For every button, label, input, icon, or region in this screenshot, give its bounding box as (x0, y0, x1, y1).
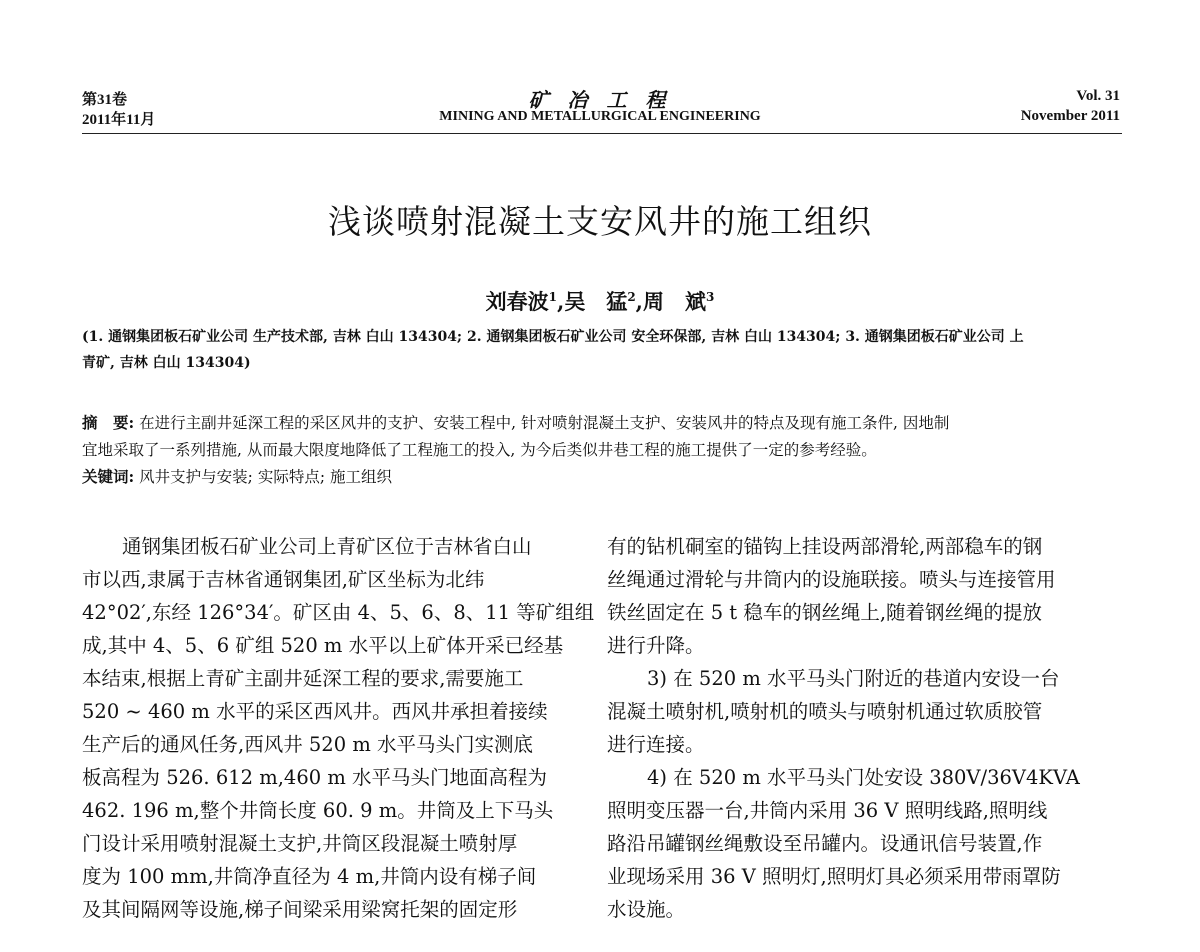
body-line: 进行连接。 (607, 733, 705, 756)
volume-cn: 第31卷 (82, 92, 128, 108)
body-line: 462. 196 m,整个井筒长度 60. 9 m。井筒及上下马头 (82, 799, 554, 822)
body-line: 市以西,隶属于吉林省通钢集团,矿区坐标为北纬 (82, 568, 485, 591)
author: 刘春波$^1$ (485, 289, 557, 314)
body-line: 生产后的通风任务,西风井 520 m 水平马头门实测底 (82, 733, 534, 756)
journal-title-en: MINING AND METALLURGICAL ENGINEERING (439, 109, 761, 124)
body-line: 混凝土喷射机,喷射机的喷头与喷射机通过软质胶管 (607, 700, 1043, 723)
body-column-left (82, 530, 594, 926)
abstract-line: 摘 要: 在进行主副井延深工程的采区风井的支护、安装工程中, 针对喷射混凝土支护、安装风井的特点及现有施工条件, 因地制 (82, 413, 950, 432)
abstract-label: 摘 要: (82, 413, 135, 432)
body-line: 3) 在 520 m 水平马头门附近的巷道内安设一台 (647, 667, 1060, 690)
keywords-label: 关键词: (82, 467, 135, 486)
header-rule (82, 133, 1122, 134)
author: 吴 猛$^2$ (564, 289, 636, 314)
author: 周 斌$^3$ (642, 289, 715, 314)
body-line: 业现场采用 36 V 照明灯,照明灯具必须采用带雨罩防 (607, 865, 1061, 888)
author-list: 刘春波$^1$,吴 猛$^2$,周 斌$^3$ (485, 289, 715, 314)
body-line: 照明变压器一台,井筒内采用 36 V 照明线路,照明线 (607, 799, 1048, 822)
body-line: 门设计采用喷射混凝土支护,井筒区段混凝土喷射厚 (82, 832, 518, 855)
keywords: 关键词: 风井支护与安装; 实际特点; 施工组织 (82, 467, 392, 486)
body-line: 通钢集团板石矿业公司上青矿区位于吉林省白山 (122, 535, 532, 558)
date-en: November 2011 (1020, 108, 1120, 124)
body-line: 度为 100 mm,井筒净直径为 4 m,井筒内设有梯子间 (82, 865, 537, 888)
body-line: 进行升降。 (607, 634, 705, 657)
affiliation-line: (1. 通钢集团板石矿业公司 生产技术部, 吉林 白山 134304; 2. 通钢集团板石矿业公司 安全环保部, 吉林 白山 134304; 3. 通钢集团板石矿业公司 上 (82, 329, 1024, 345)
body-line: 520 ~ 460 m 水平的采区西风井。西风井承担着接续 (82, 700, 548, 723)
body-line: 42°02′,东经 126°34′。矿区由 4、5、6、8、11 等矿组组 (82, 601, 595, 624)
body-line: 4) 在 520 m 水平马头门处安设 380V/36V4KVA (647, 766, 1080, 789)
journal-title-cn: 矿 冶 工 程 (528, 88, 672, 112)
body-line: 成,其中 4、5、6 矿组 520 m 水平以上矿体开采已经基 (82, 634, 564, 657)
body-line: 板高程为 526. 612 m,460 m 水平马头门地面高程为 (82, 766, 548, 789)
body-line: 及其间隔网等设施,梯子间梁采用梁窝托架的固定形 (82, 898, 518, 921)
body-line: 路沿吊罐钢丝绳敷设至吊罐内。设通讯信号装置,作 (607, 832, 1043, 855)
body-column-right (607, 530, 1080, 926)
article-title: 浅谈喷射混凝土支安风井的施工组织 (328, 202, 872, 241)
abstract-line: 宜地采取了一系列措施, 从而最大限度地降低了工程施工的投入, 为今后类似井巷工程的施工提供了一定的参考经验。 (82, 441, 877, 459)
body-line: 本结束,根据上青矿主副井延深工程的要求,需要施工 (82, 667, 524, 690)
body-line: 铁丝固定在 5 t 稳车的钢丝绳上,随着钢丝绳的提放 (607, 601, 1043, 624)
body-line: 丝绳通过滑轮与井筒内的设施联接。喷头与连接管用 (607, 568, 1056, 591)
date-cn: 2011年11月 (82, 112, 156, 128)
affiliation-line: 青矿, 吉林 白山 134304) (82, 355, 251, 371)
body-line: 水设施。 (607, 898, 686, 921)
body-line: 有的钻机硐室的锚钩上挂设两部滑轮,两部稳车的钢 (607, 535, 1043, 558)
volume-en: Vol. 31 (1076, 88, 1120, 104)
